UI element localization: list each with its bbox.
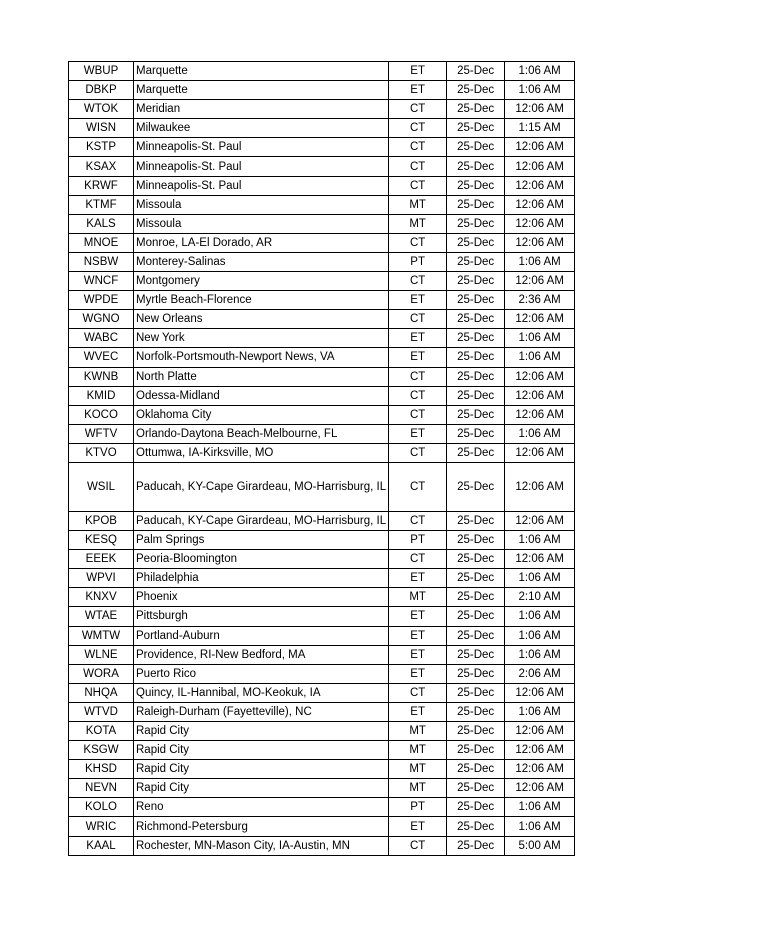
air-time: 12:06 AM	[505, 683, 575, 702]
table-row	[69, 119, 575, 138]
time-zone: ET	[389, 702, 447, 721]
table-row	[69, 424, 575, 443]
air-date: 25-Dec	[447, 367, 505, 386]
time-zone: PT	[389, 531, 447, 550]
table-row	[69, 100, 575, 119]
market-name: Montgomery	[134, 272, 389, 291]
air-time: 12:06 AM	[505, 386, 575, 405]
station-call-sign: KMID	[69, 386, 134, 405]
time-zone: MT	[389, 588, 447, 607]
air-time: 2:06 AM	[505, 664, 575, 683]
table-row	[69, 138, 575, 157]
air-time: 12:06 AM	[505, 310, 575, 329]
market-name: Palm Springs	[134, 531, 389, 550]
air-date: 25-Dec	[447, 348, 505, 367]
time-zone: MT	[389, 741, 447, 760]
air-time: 12:06 AM	[505, 272, 575, 291]
market-name: Rochester, MN-Mason City, IA-Austin, MN	[134, 836, 389, 855]
time-zone: CT	[389, 386, 447, 405]
table-row	[69, 405, 575, 424]
air-time: 1:06 AM	[505, 798, 575, 817]
station-call-sign: WORA	[69, 664, 134, 683]
table-row	[69, 626, 575, 645]
air-date: 25-Dec	[447, 195, 505, 214]
station-call-sign: NEVN	[69, 779, 134, 798]
station-call-sign: KOCO	[69, 405, 134, 424]
table-row	[69, 760, 575, 779]
air-date: 25-Dec	[447, 722, 505, 741]
station-call-sign: WFTV	[69, 424, 134, 443]
air-date: 25-Dec	[447, 702, 505, 721]
market-name: New York	[134, 329, 389, 348]
air-date: 25-Dec	[447, 607, 505, 626]
station-call-sign: WTOK	[69, 100, 134, 119]
time-zone: CT	[389, 683, 447, 702]
air-time: 1:06 AM	[505, 81, 575, 100]
air-time: 1:06 AM	[505, 252, 575, 271]
air-time: 1:06 AM	[505, 607, 575, 626]
market-name: Ottumwa, IA-Kirksville, MO	[134, 443, 389, 462]
table-row	[69, 329, 575, 348]
air-time: 12:06 AM	[505, 157, 575, 176]
station-call-sign: WISN	[69, 119, 134, 138]
market-name: Milwaukee	[134, 119, 389, 138]
air-date: 25-Dec	[447, 683, 505, 702]
station-call-sign: KTVO	[69, 443, 134, 462]
market-name: Meridian	[134, 100, 389, 119]
air-time: 12:06 AM	[505, 405, 575, 424]
time-zone: CT	[389, 367, 447, 386]
air-date: 25-Dec	[447, 741, 505, 760]
table-row	[69, 233, 575, 252]
market-name: Philadelphia	[134, 569, 389, 588]
air-date: 25-Dec	[447, 760, 505, 779]
air-date: 25-Dec	[447, 272, 505, 291]
station-call-sign: EEEK	[69, 550, 134, 569]
station-call-sign: WNCF	[69, 272, 134, 291]
air-time: 12:06 AM	[505, 722, 575, 741]
station-call-sign: KOTA	[69, 722, 134, 741]
air-date: 25-Dec	[447, 779, 505, 798]
station-call-sign: WPDE	[69, 291, 134, 310]
time-zone: ET	[389, 329, 447, 348]
station-call-sign: KSGW	[69, 741, 134, 760]
air-date: 25-Dec	[447, 405, 505, 424]
time-zone: PT	[389, 798, 447, 817]
station-call-sign: KESQ	[69, 531, 134, 550]
air-time: 12:06 AM	[505, 100, 575, 119]
time-zone: CT	[389, 119, 447, 138]
air-date: 25-Dec	[447, 310, 505, 329]
air-date: 25-Dec	[447, 176, 505, 195]
air-date: 25-Dec	[447, 531, 505, 550]
table-row	[69, 511, 575, 530]
market-name: Minneapolis-St. Paul	[134, 138, 389, 157]
market-name: Marquette	[134, 81, 389, 100]
air-time: 2:36 AM	[505, 291, 575, 310]
market-name: Monroe, LA-El Dorado, AR	[134, 233, 389, 252]
market-name: Oklahoma City	[134, 405, 389, 424]
market-name: Norfolk-Portsmouth-Newport News, VA	[134, 348, 389, 367]
station-call-sign: KNXV	[69, 588, 134, 607]
air-date: 25-Dec	[447, 424, 505, 443]
air-date: 25-Dec	[447, 443, 505, 462]
time-zone: CT	[389, 157, 447, 176]
station-call-sign: WBUP	[69, 62, 134, 81]
station-call-sign: KSTP	[69, 138, 134, 157]
table-row	[69, 550, 575, 569]
time-zone: ET	[389, 626, 447, 645]
air-time: 1:06 AM	[505, 645, 575, 664]
station-call-sign: WPVI	[69, 569, 134, 588]
market-name: Portland-Auburn	[134, 626, 389, 645]
air-date: 25-Dec	[447, 233, 505, 252]
table-row	[69, 683, 575, 702]
market-name: Paducah, KY-Cape Girardeau, MO-Harrisburg, IL	[134, 511, 389, 530]
air-time: 1:06 AM	[505, 531, 575, 550]
table-row	[69, 81, 575, 100]
market-name: Missoula	[134, 195, 389, 214]
station-call-sign: KSAX	[69, 157, 134, 176]
time-zone: PT	[389, 252, 447, 271]
station-call-sign: KOLO	[69, 798, 134, 817]
air-date: 25-Dec	[447, 62, 505, 81]
time-zone: MT	[389, 760, 447, 779]
station-call-sign: WGNO	[69, 310, 134, 329]
market-name: Minneapolis-St. Paul	[134, 176, 389, 195]
market-name: Providence, RI-New Bedford, MA	[134, 645, 389, 664]
air-date: 25-Dec	[447, 81, 505, 100]
air-date: 25-Dec	[447, 626, 505, 645]
time-zone: ET	[389, 607, 447, 626]
time-zone: ET	[389, 664, 447, 683]
air-time: 12:06 AM	[505, 138, 575, 157]
air-date: 25-Dec	[447, 588, 505, 607]
table-row	[69, 702, 575, 721]
table-row	[69, 741, 575, 760]
table-row	[69, 157, 575, 176]
table-row	[69, 588, 575, 607]
table-row	[69, 722, 575, 741]
market-name: Raleigh-Durham (Fayetteville), NC	[134, 702, 389, 721]
table-row	[69, 195, 575, 214]
air-time: 12:06 AM	[505, 443, 575, 462]
time-zone: MT	[389, 214, 447, 233]
table-row	[69, 443, 575, 462]
air-time: 5:00 AM	[505, 836, 575, 855]
air-time: 12:06 AM	[505, 462, 575, 511]
table-row	[69, 664, 575, 683]
station-call-sign: WMTW	[69, 626, 134, 645]
air-date: 25-Dec	[447, 462, 505, 511]
station-call-sign: KPOB	[69, 511, 134, 530]
market-name: Rapid City	[134, 760, 389, 779]
market-name: Odessa-Midland	[134, 386, 389, 405]
air-time: 1:06 AM	[505, 569, 575, 588]
station-call-sign: KAAL	[69, 836, 134, 855]
market-name: Richmond-Petersburg	[134, 817, 389, 836]
station-call-sign: WRIC	[69, 817, 134, 836]
station-call-sign: NSBW	[69, 252, 134, 271]
market-name: Rapid City	[134, 779, 389, 798]
table-row	[69, 531, 575, 550]
air-date: 25-Dec	[447, 119, 505, 138]
air-time: 1:06 AM	[505, 62, 575, 81]
market-name: Myrtle Beach-Florence	[134, 291, 389, 310]
air-time: 12:06 AM	[505, 367, 575, 386]
station-call-sign: KTMF	[69, 195, 134, 214]
air-date: 25-Dec	[447, 645, 505, 664]
table-row	[69, 214, 575, 233]
station-call-sign: WSIL	[69, 462, 134, 511]
station-call-sign: WVEC	[69, 348, 134, 367]
station-call-sign: WTAE	[69, 607, 134, 626]
market-name: Pittsburgh	[134, 607, 389, 626]
station-call-sign: KWNB	[69, 367, 134, 386]
table-row	[69, 779, 575, 798]
station-call-sign: WTVD	[69, 702, 134, 721]
time-zone: MT	[389, 779, 447, 798]
table-row	[69, 310, 575, 329]
station-call-sign: MNOE	[69, 233, 134, 252]
table-row	[69, 836, 575, 855]
air-date: 25-Dec	[447, 836, 505, 855]
air-date: 25-Dec	[447, 569, 505, 588]
time-zone: ET	[389, 348, 447, 367]
table-row	[69, 348, 575, 367]
table-row	[69, 176, 575, 195]
air-time: 12:06 AM	[505, 176, 575, 195]
air-time: 1:06 AM	[505, 329, 575, 348]
table-row	[69, 62, 575, 81]
time-zone: ET	[389, 424, 447, 443]
station-call-sign: WLNE	[69, 645, 134, 664]
time-zone: MT	[389, 722, 447, 741]
market-name: Reno	[134, 798, 389, 817]
air-date: 25-Dec	[447, 329, 505, 348]
table-row	[69, 645, 575, 664]
market-name: Monterey-Salinas	[134, 252, 389, 271]
market-name: Orlando-Daytona Beach-Melbourne, FL	[134, 424, 389, 443]
air-time: 1:06 AM	[505, 626, 575, 645]
air-time: 1:06 AM	[505, 348, 575, 367]
time-zone: ET	[389, 81, 447, 100]
air-time: 12:06 AM	[505, 550, 575, 569]
table-row	[69, 291, 575, 310]
air-date: 25-Dec	[447, 550, 505, 569]
table-row	[69, 367, 575, 386]
table-row	[69, 817, 575, 836]
market-name: Paducah, KY-Cape Girardeau, MO-Harrisburg, IL	[134, 462, 389, 511]
time-zone: ET	[389, 291, 447, 310]
table-row	[69, 607, 575, 626]
market-name: Phoenix	[134, 588, 389, 607]
table-row	[69, 252, 575, 271]
air-time: 1:06 AM	[505, 702, 575, 721]
time-zone: MT	[389, 195, 447, 214]
market-name: North Platte	[134, 367, 389, 386]
air-time: 12:06 AM	[505, 214, 575, 233]
air-time: 12:06 AM	[505, 760, 575, 779]
market-name: Quincy, IL-Hannibal, MO-Keokuk, IA	[134, 683, 389, 702]
air-time: 1:15 AM	[505, 119, 575, 138]
air-date: 25-Dec	[447, 798, 505, 817]
air-date: 25-Dec	[447, 252, 505, 271]
table-row	[69, 569, 575, 588]
market-name: Missoula	[134, 214, 389, 233]
air-date: 25-Dec	[447, 214, 505, 233]
air-time: 12:06 AM	[505, 741, 575, 760]
time-zone: ET	[389, 817, 447, 836]
table-row	[69, 386, 575, 405]
station-call-sign: NHQA	[69, 683, 134, 702]
air-date: 25-Dec	[447, 817, 505, 836]
market-name: New Orleans	[134, 310, 389, 329]
time-zone: CT	[389, 511, 447, 530]
time-zone: ET	[389, 62, 447, 81]
time-zone: CT	[389, 176, 447, 195]
time-zone: CT	[389, 138, 447, 157]
time-zone: CT	[389, 272, 447, 291]
table-row	[69, 798, 575, 817]
air-date: 25-Dec	[447, 511, 505, 530]
air-date: 25-Dec	[447, 100, 505, 119]
market-name: Rapid City	[134, 722, 389, 741]
air-date: 25-Dec	[447, 291, 505, 310]
air-time: 1:06 AM	[505, 424, 575, 443]
market-name: Minneapolis-St. Paul	[134, 157, 389, 176]
time-zone: CT	[389, 405, 447, 424]
table-row	[69, 272, 575, 291]
time-zone: ET	[389, 569, 447, 588]
market-name: Marquette	[134, 62, 389, 81]
station-call-sign: WABC	[69, 329, 134, 348]
table-row	[69, 462, 575, 511]
air-time: 12:06 AM	[505, 779, 575, 798]
time-zone: CT	[389, 100, 447, 119]
time-zone: CT	[389, 233, 447, 252]
time-zone: CT	[389, 550, 447, 569]
market-name: Peoria-Bloomington	[134, 550, 389, 569]
air-date: 25-Dec	[447, 157, 505, 176]
time-zone: CT	[389, 462, 447, 511]
air-date: 25-Dec	[447, 386, 505, 405]
station-call-sign: KHSD	[69, 760, 134, 779]
air-time: 1:06 AM	[505, 817, 575, 836]
time-zone: CT	[389, 836, 447, 855]
table-body	[69, 62, 575, 856]
station-call-sign: KRWF	[69, 176, 134, 195]
air-time: 12:06 AM	[505, 511, 575, 530]
time-zone: ET	[389, 645, 447, 664]
time-zone: CT	[389, 310, 447, 329]
station-call-sign: DBKP	[69, 81, 134, 100]
station-call-sign: KALS	[69, 214, 134, 233]
air-date: 25-Dec	[447, 664, 505, 683]
air-time: 2:10 AM	[505, 588, 575, 607]
station-schedule-table	[68, 61, 575, 856]
air-date: 25-Dec	[447, 138, 505, 157]
market-name: Puerto Rico	[134, 664, 389, 683]
air-time: 12:06 AM	[505, 195, 575, 214]
time-zone: CT	[389, 443, 447, 462]
air-time: 12:06 AM	[505, 233, 575, 252]
market-name: Rapid City	[134, 741, 389, 760]
